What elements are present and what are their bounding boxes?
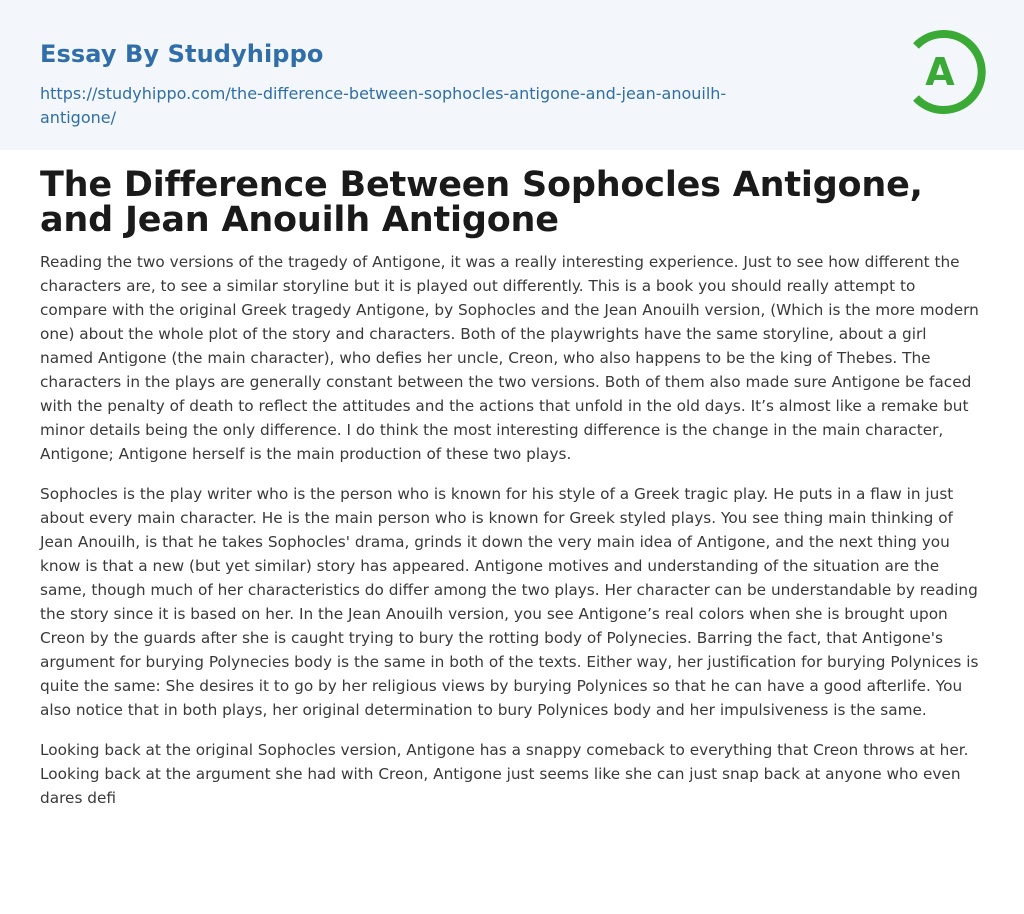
- essay-paragraph: Reading the two versions of the tragedy of Antigone, it was a really interesting experience. Just to see how different the characters are, to see a similar storyline but it is played out differently. This is a book you should really attempt to compare with the original Greek tragedy Antigone, by Sophocles and the Jean Anouilh version, (Which is the more modern one) about the whole plot of the story and characters. Both of the playwrights have the same storyline, about a girl named Antigone (the main character), who defies her uncle, Creon, who also happens to be the king of Thebes. The characters in the plays are generally constant between the two versions. Both of them also made sure Antigone be faced with the penalty of death to reflect the attitudes and the actions that unfold in the old days. It’s almost like a remake but minor details being the only difference. I do think the most interesting difference is the change in the main character, Antigone; Antigone herself is the main production of these two plays.: [40, 253, 979, 463]
- logo-letter: A: [925, 50, 955, 94]
- studyhippo-logo[interactable]: [902, 26, 990, 118]
- essay-paragraph: Looking back at the original Sophocles version, Antigone has a snappy comeback to everything that Creon throws at her. Looking back at the argument she had with Creon, Antigone just seems like she can just snap back at anyone who even dares defi: [40, 741, 969, 807]
- brand-title[interactable]: Essay By Studyhippo: [40, 40, 324, 68]
- essay-title: The Difference Between Sophocles Antigone, and Jean Anouilh Antigone: [40, 165, 923, 240]
- essay-content: [40, 165, 984, 810]
- logo-ring-icon: [902, 26, 990, 118]
- site-header: [0, 0, 1024, 150]
- essay-url-link[interactable]: https://studyhippo.com/the-difference-between-sophocles-antigone-and-jean-anouilh-antigone/: [40, 84, 727, 127]
- essay-paragraph: Sophocles is the play writer who is the person who is known for his style of a Greek tragic play. He puts in a flaw in just about every main character. He is the main person who is known for Greek styled plays. You see thing main thinking of Jean Anouilh, is that he takes Sophocles' drama, grinds it down the very main idea of Antigone, and the next thing you know is that a new (but yet similar) story has appeared. Antigone motives and understanding of the situation are the same, though much of her characteristics do differ among the two plays. Her character can be understandable by reading the story since it is based on her. In the Jean Anouilh version, you see Antigone’s real colors when she is brought upon Creon by the guards after she is caught trying to bury the rotting body of Polynecies. Barring the fact, that Antigone's argument for burying Polynecies body is the same in both of the texts. Either way, her justification for burying Polynices is quite the same: She desires it to go by her religious views by burying Polynices so that he can have a good afterlife. You also notice that in both plays, her original determination to bury Polynices body and her impulsiveness is the same.: [40, 485, 979, 719]
